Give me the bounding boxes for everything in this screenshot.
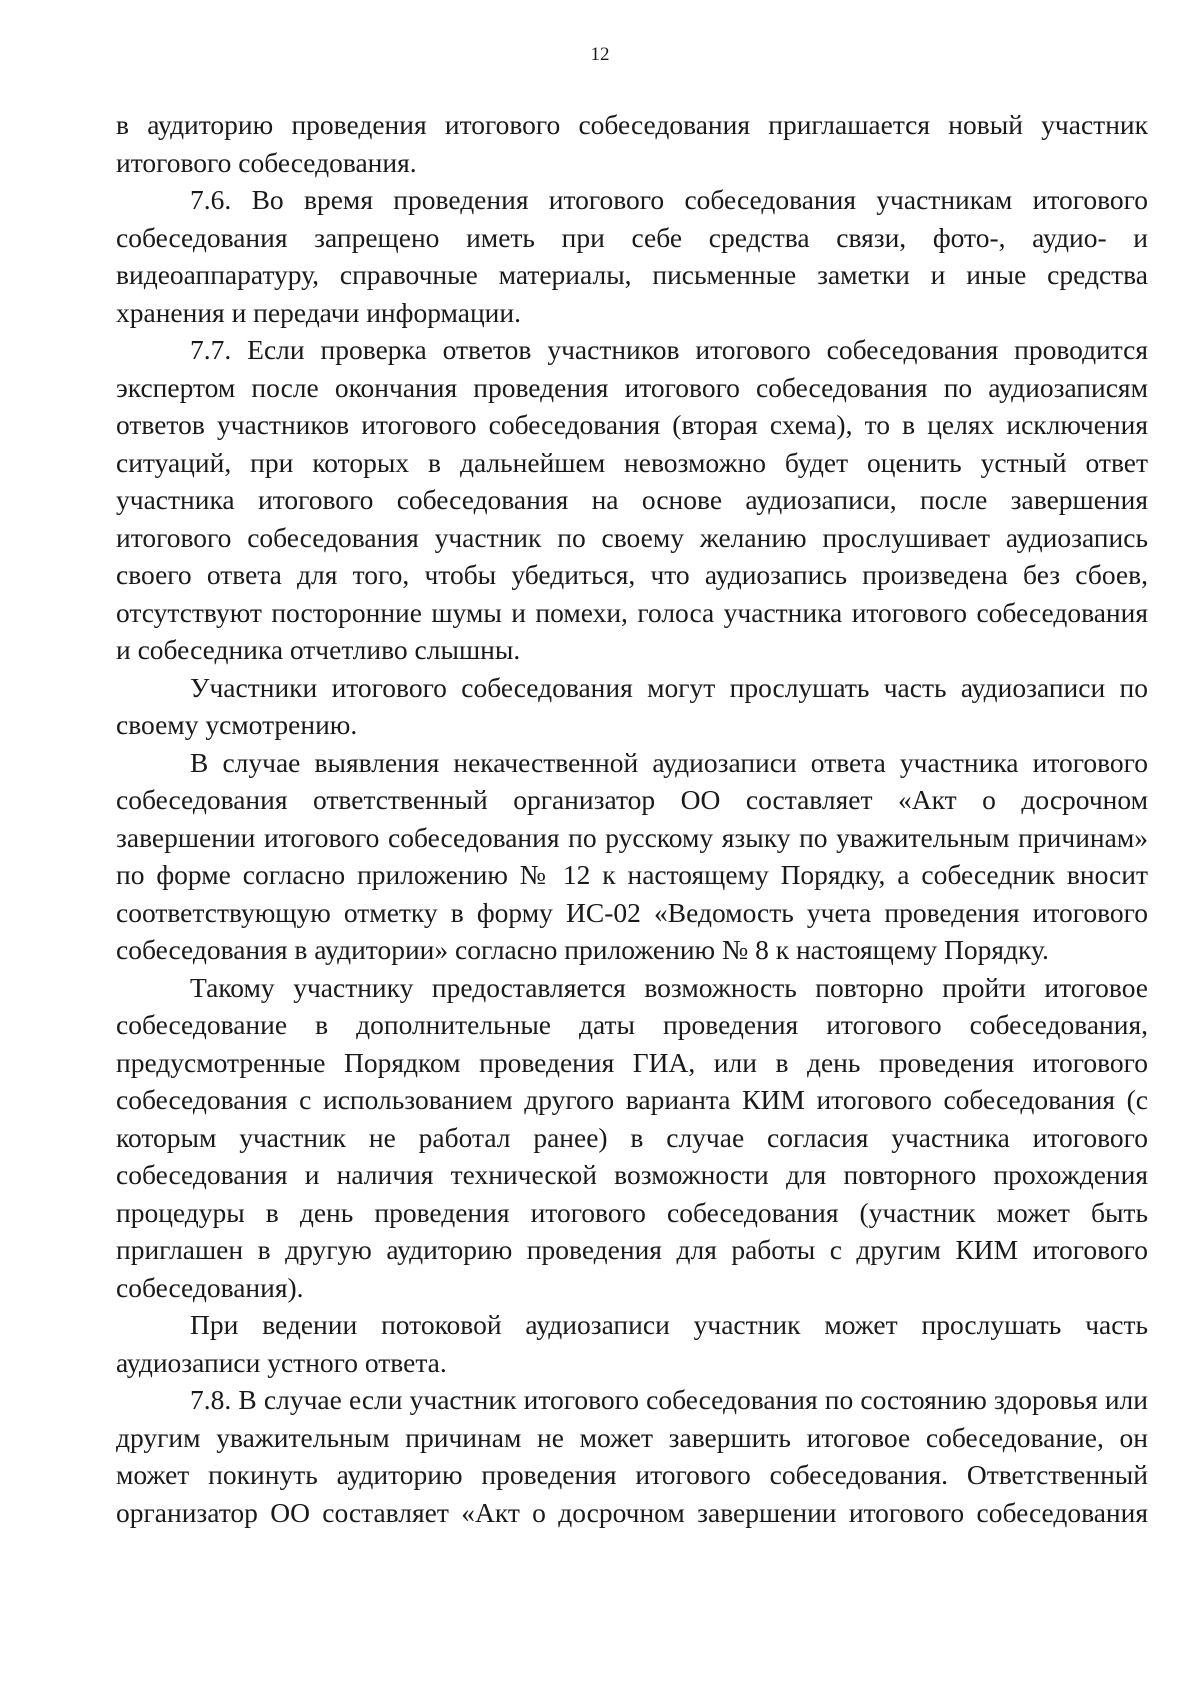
paragraph-7-7: 7.7. Если проверка ответов участников итогового собеседования проводится экспертом после окончания проведения итогового собеседования по аудиозаписям ответов участников итогового собеседования (вторая схема), то в целях исключения ситуаций, при которых в дальнейшем невозможно будет оценить устный ответ участника итогового собеседования на основе аудиозаписи, после завершения итогового собеседования участник по своему желанию прослушивает аудиозапись своего ответа для того, чтобы убедиться, что аудиозапись произведена без сбоев, отсутствуют посторонние шумы и помехи, голоса участника итогового собеседования и собеседника отчетливо слышны. [116, 334, 1148, 665]
page-number: 12 [590, 44, 610, 65]
paragraph-7-6: 7.6. Во время проведения итогового собеседования участникам итогового собеседования запрещено иметь при себе средства связи, фото-, аудио- и видеоаппаратуру, справочные материалы, письменные заметки и иные средства хранения и передачи информации. [116, 184, 1148, 328]
paragraph-7-8: 7.8. В случае если участник итогового собеседования по состоянию здоровья или другим уважительным причинам не может завершить итоговое собеседование, он может покинуть аудиторию проведения итогового собеседования. Ответственный организатор ОО составляет «Акт о досрочном завершении итогового собеседования [116, 1384, 1148, 1528]
paragraph-listen-part: Участники итогового собеседования могут прослушать часть аудиозаписи по своему усмотрению. [116, 671, 1148, 740]
paragraph-streaming: При ведении потоковой аудиозаписи участник может прослушать часть аудиозаписи устного ответа. [116, 1309, 1148, 1378]
paragraph-retake: Такому участнику предоставляется возможность повторно пройти итоговое собеседование в дополнительные даты проведения итогового собеседования, предусмотренные Порядком проведения ГИА, или в день проведения итогового собеседования с использованием другого варианта КИМ итогового собеседования (с которым участник не работал ранее) в случае согласия участника итогового собеседования и наличия технической возможности для повторного прохождения процедуры в день проведения итогового собеседования (участник может быть приглашен в другую аудиторию проведения для работы с другим КИМ итогового собеседования). [116, 971, 1148, 1303]
paragraph-continuation: в аудиторию проведения итогового собеседования приглашается новый участник итогового собеседования. [116, 109, 1148, 178]
paragraph-poor-recording: В случае выявления некачественной аудиозаписи ответа участника итогового собеседования ответственный организатор ОО составляет «Акт о досрочном завершении итогового собеседования по русскому языку по уважительным причинам» по форме согласно приложению № 12 к настоящему Порядку, а собеседник вносит соответствующую отметку в форму ИС-02 «Ведомость учета проведения итогового собеседования в аудитории» согласно приложению № 8 к настоящему Порядку. [116, 746, 1148, 965]
document-body [116, 106, 1148, 1531]
